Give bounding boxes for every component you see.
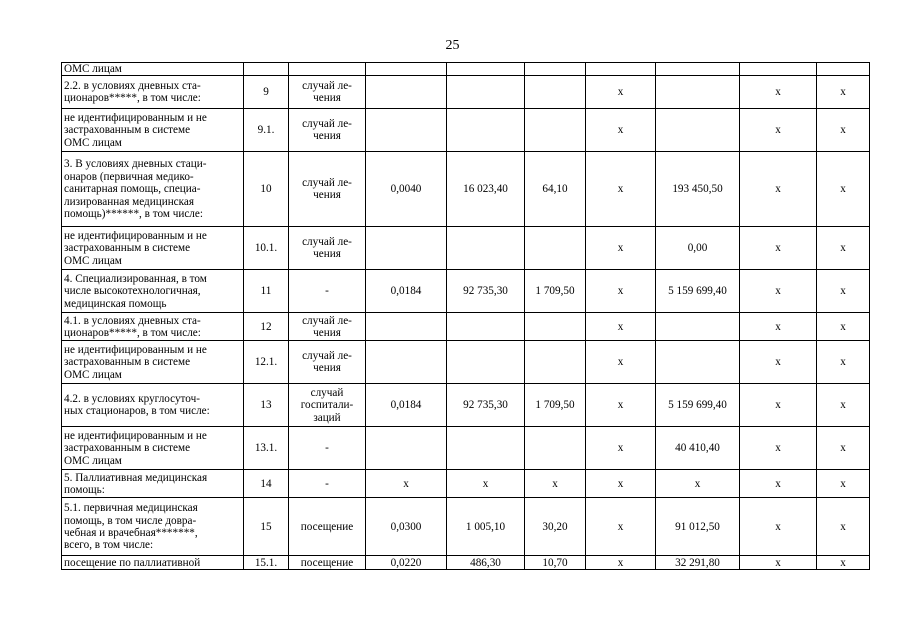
col-9-value: х [740,470,817,498]
row-number: 13 [244,384,289,427]
total-cost [656,313,740,341]
volume-per-person: 0,0220 [366,556,447,570]
row-number [244,63,289,76]
row-description: ОМС лицам [62,63,244,76]
unit-of-measure: - [289,270,366,313]
col-10-value: х [817,427,870,470]
volume-per-person [366,313,447,341]
unit-cost: 486,30 [447,556,525,570]
per-capita-norm [525,76,586,109]
unit-cost: 1 005,10 [447,498,525,556]
col-7-value: х [586,341,656,384]
unit-cost [447,313,525,341]
col-10-value: х [817,556,870,570]
total-cost [656,109,740,152]
col-10-value: х [817,498,870,556]
row-description: не идентифицированным и не застрахованным в системе ОМС лицам [62,227,244,270]
unit-of-measure [289,63,366,76]
volume-per-person [366,63,447,76]
total-cost: х [656,470,740,498]
unit-of-measure: - [289,470,366,498]
volume-per-person [366,227,447,270]
unit-cost [447,63,525,76]
health-program-table [61,62,870,570]
col-7-value: х [586,470,656,498]
row-description: 4. Специализированная, в том числе высокотехнологичная, медицинская помощь [62,270,244,313]
col-10-value: х [817,384,870,427]
per-capita-norm: 10,70 [525,556,586,570]
col-9-value: х [740,313,817,341]
row-number: 14 [244,470,289,498]
col-9-value: х [740,341,817,384]
table-row [62,556,870,570]
per-capita-norm [525,427,586,470]
table-row [62,152,870,227]
table-row [62,227,870,270]
col-7-value: х [586,556,656,570]
col-7-value: х [586,427,656,470]
row-number: 10.1. [244,227,289,270]
table-row [62,313,870,341]
row-description: не идентифицированным и не застрахованным в системе ОМС лицам [62,427,244,470]
row-description: 5.1. первичная медицинская помощь, в том числе довра- чебная и врачебная*******, всего, в том числе: [62,498,244,556]
col-10-value: х [817,341,870,384]
col-10-value: х [817,270,870,313]
col-7-value: х [586,384,656,427]
per-capita-norm [525,227,586,270]
col-10-value: х [817,470,870,498]
unit-cost [447,76,525,109]
per-capita-norm: 1 709,50 [525,384,586,427]
col-7-value: х [586,270,656,313]
unit-cost [447,427,525,470]
row-number: 13.1. [244,427,289,470]
table-row [62,470,870,498]
unit-of-measure: случай ле- чения [289,227,366,270]
unit-of-measure: случай ле- чения [289,152,366,227]
per-capita-norm [525,63,586,76]
col-10-value: х [817,227,870,270]
table-row [62,109,870,152]
volume-per-person [366,427,447,470]
row-description: 4.1. в условиях дневных ста- ционаров*****, в том числе: [62,313,244,341]
col-10-value: х [817,109,870,152]
row-number: 15.1. [244,556,289,570]
row-description: не идентифицированным и не застрахованным в системе ОМС лицам [62,109,244,152]
col-10-value: х [817,313,870,341]
total-cost [656,76,740,109]
total-cost: 193 450,50 [656,152,740,227]
row-description: 2.2. в условиях дневных ста- ционаров*****, в том числе: [62,76,244,109]
unit-of-measure: - [289,427,366,470]
unit-cost [447,341,525,384]
total-cost: 0,00 [656,227,740,270]
col-7-value: х [586,227,656,270]
row-description: 3. В условиях дневных стаци- онаров (первичная медико- санитарная помощь, специа- лизированная медицинская помощь)******, в том числе: [62,152,244,227]
col-7-value [586,63,656,76]
col-10-value: х [817,76,870,109]
row-number: 11 [244,270,289,313]
volume-per-person [366,76,447,109]
row-description: 4.2. в условиях круглосуточ- ных стационаров, в том числе: [62,384,244,427]
col-9-value: х [740,227,817,270]
col-7-value: х [586,498,656,556]
col-7-value: х [586,313,656,341]
per-capita-norm: 1 709,50 [525,270,586,313]
per-capita-norm [525,109,586,152]
total-cost [656,63,740,76]
unit-cost [447,109,525,152]
volume-per-person: 0,0184 [366,384,447,427]
unit-cost: х [447,470,525,498]
volume-per-person [366,109,447,152]
unit-cost: 92 735,30 [447,270,525,313]
table-row [62,384,870,427]
row-number: 9.1. [244,109,289,152]
page-number: 25 [445,38,460,53]
unit-of-measure: случай ле- чения [289,341,366,384]
total-cost [656,341,740,384]
row-description: 5. Паллиативная медицинская помощь: [62,470,244,498]
table-row [62,341,870,384]
unit-of-measure: случай госпитали- заций [289,384,366,427]
per-capita-norm [525,313,586,341]
col-9-value: х [740,109,817,152]
table-row [62,498,870,556]
row-number: 10 [244,152,289,227]
unit-of-measure: случай ле- чения [289,313,366,341]
unit-of-measure: случай ле- чения [289,109,366,152]
col-9-value: х [740,384,817,427]
col-9-value [740,63,817,76]
volume-per-person: 0,0184 [366,270,447,313]
total-cost: 32 291,80 [656,556,740,570]
unit-cost: 16 023,40 [447,152,525,227]
total-cost: 40 410,40 [656,427,740,470]
volume-per-person: х [366,470,447,498]
col-9-value: х [740,152,817,227]
unit-of-measure: посещение [289,556,366,570]
volume-per-person: 0,0300 [366,498,447,556]
col-9-value: х [740,76,817,109]
table-row [62,427,870,470]
volume-per-person: 0,0040 [366,152,447,227]
row-description: не идентифицированным и не застрахованным в системе ОМС лицам [62,341,244,384]
total-cost: 91 012,50 [656,498,740,556]
col-9-value: х [740,270,817,313]
per-capita-norm: 64,10 [525,152,586,227]
total-cost: 5 159 699,40 [656,270,740,313]
per-capita-norm [525,341,586,384]
col-9-value: х [740,556,817,570]
table-row [62,63,870,76]
unit-of-measure: случай ле- чения [289,76,366,109]
row-number: 15 [244,498,289,556]
table-row [62,76,870,109]
col-9-value: х [740,498,817,556]
col-10-value [817,63,870,76]
col-7-value: х [586,152,656,227]
total-cost: 5 159 699,40 [656,384,740,427]
unit-cost: 92 735,30 [447,384,525,427]
row-number: 9 [244,76,289,109]
unit-of-measure: посещение [289,498,366,556]
table-row [62,270,870,313]
unit-cost [447,227,525,270]
per-capita-norm: 30,20 [525,498,586,556]
volume-per-person [366,341,447,384]
row-number: 12 [244,313,289,341]
col-10-value: х [817,152,870,227]
per-capita-norm: х [525,470,586,498]
row-description: посещение по паллиативной [62,556,244,570]
col-9-value: х [740,427,817,470]
col-7-value: х [586,109,656,152]
col-7-value: х [586,76,656,109]
row-number: 12.1. [244,341,289,384]
